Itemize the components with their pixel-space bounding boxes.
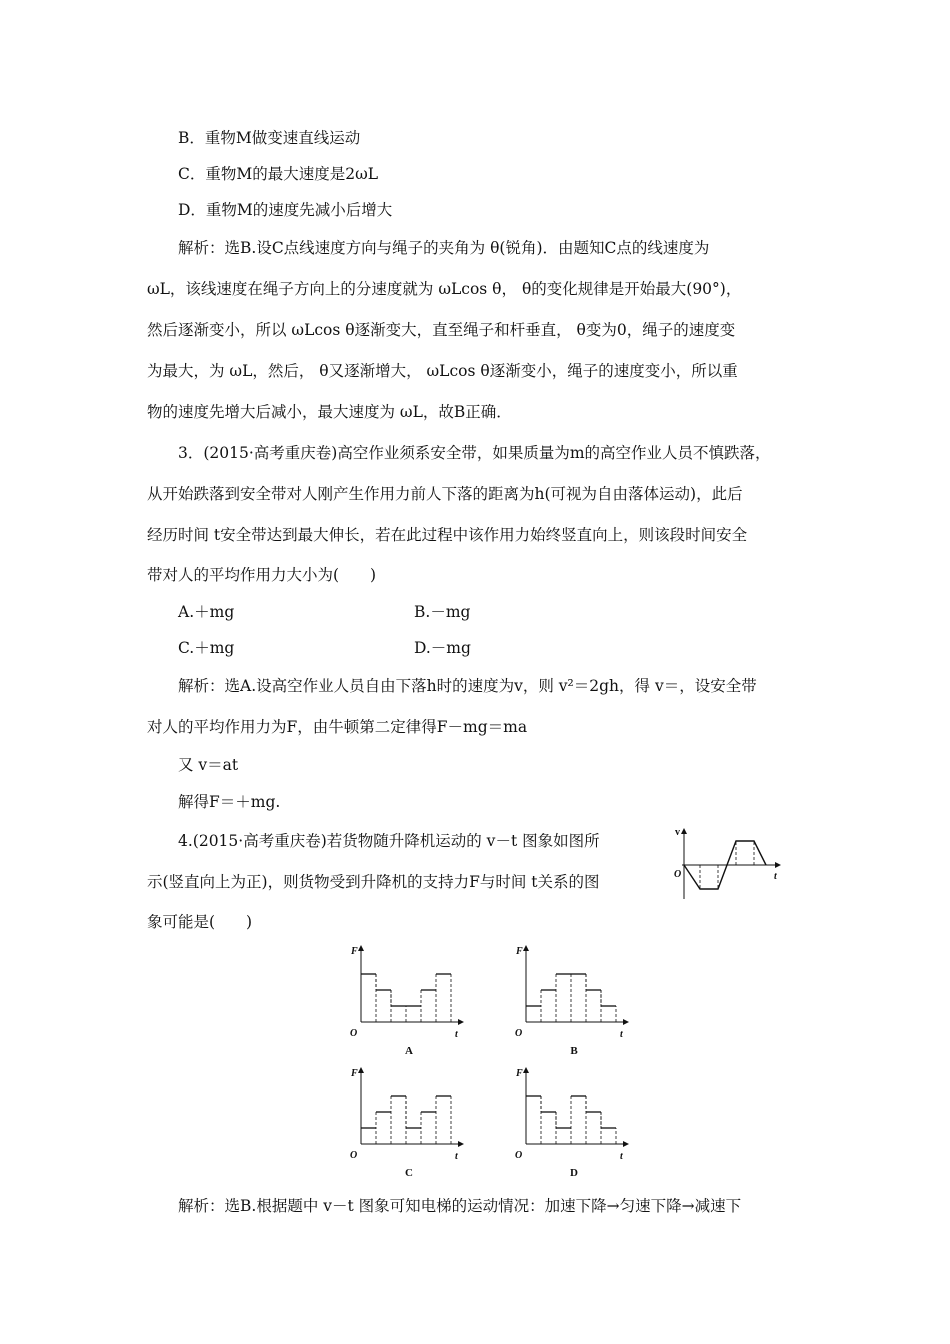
vt-t-label: t <box>774 871 777 882</box>
option-graph-a <box>347 942 472 1057</box>
solution-2-line-2: ωL，该线速度在绳子方向上的分速度就为 ωLcos θ， θ的变化规律是开始最大(90°)， <box>147 280 742 298</box>
question-3-line-2: 从开始跌落到安全带对人刚产生作用力前人下落的距离为h(可视为自由落体运动)，此后 <box>147 485 743 503</box>
t-label: t <box>620 1029 623 1040</box>
solution-3-line-1: 解析：选A.设高空作业人员自由下落h时的速度为v，则 v²＝2gh，得 v＝，设安全带 <box>178 677 757 695</box>
vt-graph <box>674 823 786 901</box>
q3-option-b: B.－mg <box>414 603 471 621</box>
solution-2-line-5: 物的速度先增大后减小，最大速度为 ωL，故B正确． <box>147 403 512 421</box>
graph-caption: C <box>405 1167 413 1179</box>
option-graph-d <box>512 1064 637 1179</box>
question-3-line-1: 3．(2015·高考重庆卷)高空作业须系安全带，如果质量为m的高空作业人员不慎跌落， <box>178 444 771 462</box>
t-label: t <box>620 1151 623 1162</box>
option-b-line: B．重物M做变速直线运动 <box>178 129 361 147</box>
option-graph-c <box>347 1064 472 1179</box>
f-label: F <box>351 946 358 957</box>
f-label: F <box>351 1068 358 1079</box>
question-3-line-3: 经历时间 t安全带达到最大伸长，若在此过程中该作用力始终竖直向上，则该段时间安全 <box>147 526 748 544</box>
vt-v-label: v <box>675 827 680 838</box>
solution-4-line-1: 解析：选B.根据题中 v－t 图象可知电梯的运动情况：加速下降→匀速下降→减速下 <box>178 1197 742 1215</box>
option-graph-b <box>512 942 637 1057</box>
graph-caption: A <box>405 1045 413 1057</box>
solution-2-line-3: 然后逐渐变小，所以 ωLcos θ逐渐变大，直至绳子和杆垂直， θ变为0，绳子的速度变 <box>147 321 736 339</box>
solution-2-line-1: 解析：选B.设C点线速度方向与绳子的夹角为 θ(锐角)．由题知C点的线速度为 <box>178 239 710 257</box>
origin-label: O <box>350 1150 358 1161</box>
solution-3-line-2: 对人的平均作用力为F，由牛顿第二定律得F－mg＝ma <box>147 718 528 736</box>
question-4-line-3: 象可能是( ) <box>147 913 253 931</box>
origin-label: O <box>515 1028 523 1039</box>
question-3-line-4: 带对人的平均作用力大小为( ) <box>147 566 377 584</box>
f-label: F <box>516 946 523 957</box>
f-label: F <box>516 1068 523 1079</box>
q3-option-c: C.＋mg <box>178 639 235 657</box>
question-4-line-1: 4.(2015·高考重庆卷)若货物随升降机运动的 v－t 图象如图所 <box>178 832 600 850</box>
graph-caption: B <box>570 1045 578 1057</box>
q3-option-d: D.－mg <box>414 639 471 657</box>
question-4-line-2: 示(竖直向上为正)，则货物受到升降机的支持力F与时间 t关系的图 <box>147 873 600 891</box>
q3-option-a: A.＋mg <box>178 603 235 621</box>
solution-2-line-4: 为最大，为 ωL，然后， θ又逐渐增大， ωLcos θ逐渐变小，绳子的速度变小，所以重 <box>147 362 738 380</box>
solution-3-line-4: 解得F＝＋mg. <box>178 793 281 811</box>
origin-label: O <box>350 1028 358 1039</box>
graph-caption: D <box>570 1167 578 1179</box>
option-d-line: D．重物M的速度先减小后增大 <box>178 201 393 219</box>
t-label: t <box>455 1151 458 1162</box>
option-c-line: C．重物M的最大速度是2ωL <box>178 165 379 183</box>
t-label: t <box>455 1029 458 1040</box>
origin-label: O <box>515 1150 523 1161</box>
vt-origin-label: O <box>674 869 682 880</box>
solution-3-line-3: 又 v＝at <box>178 756 239 774</box>
